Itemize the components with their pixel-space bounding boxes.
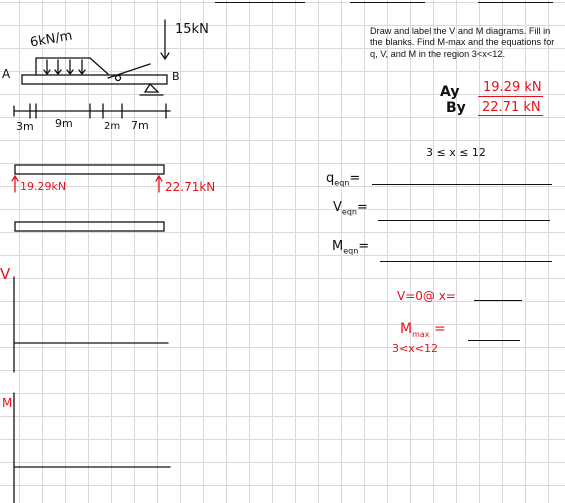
load-arrow [55,60,61,74]
v-eqn-field[interactable] [378,220,550,221]
span-label: 3m [16,120,34,133]
load-arrow [67,60,73,74]
ay-value: 19.29 kN [483,80,542,95]
m-eqn-field[interactable] [380,261,552,262]
q-eqn-label: $q_{eqn}=$ [326,171,361,188]
mmax-field[interactable] [468,340,520,341]
m-axis-label: M [2,396,13,410]
right-reaction-arrow [156,176,162,192]
left-reaction-arrow [12,176,18,192]
hinge [116,76,121,81]
support-b-label: B [172,70,180,83]
ay-label: Ay [440,84,460,100]
v-axis-label: V [0,265,11,283]
q-subscript: eqn [334,178,350,188]
v-eqn-label: $V_{eqn}=$ [333,200,368,217]
beam-body [22,75,167,84]
q-symbol: q [326,171,335,186]
instructions-text: Draw and label the V and M diagrams. Fill in the blanks. Find M-max and the equations for q, V, and M in the region 3<x<12. [370,26,555,59]
m-symbol: M [332,239,344,254]
by-label: By [446,100,466,116]
m-eqn-label: $M_{eqn}=$ [332,239,370,256]
ay-underline [478,96,543,97]
mmax-subscript: max [412,329,430,339]
span-label: 2m [104,121,121,132]
load-arrow [79,60,85,74]
by-underline [478,115,543,116]
mmax-label: $M_{max}$ = [400,321,446,339]
by-value: 22.71 kN [482,100,541,115]
load-arrow [44,60,50,74]
span-label: 7m [131,119,149,132]
point-load-arrow [161,20,169,59]
region-label: 3 ≤ x ≤ 12 [426,146,486,159]
span-label: 9m [55,117,73,130]
v-zero-label: V=0@ x= [397,289,456,303]
mmax-symbol: M [400,321,413,337]
support-a-label: A [2,67,11,81]
dist-load-slope [90,58,108,74]
q-eqn-field[interactable] [372,184,552,185]
mmax-range: 3<x<12 [392,342,438,355]
point-load-label: 15kN [175,22,209,37]
v-symbol: V [333,200,342,215]
left-reaction-label: 19.29kN [20,180,67,193]
v-zero-field[interactable] [474,300,522,301]
right-reaction-label: 22.71kN [165,180,216,194]
v-subscript: eqn [341,207,357,217]
m-subscript: eqn [343,246,359,256]
shear-beam [15,222,164,231]
dist-load-label: 6kN/m [29,28,74,51]
fbd-beam [15,165,164,174]
support-b [145,84,158,92]
